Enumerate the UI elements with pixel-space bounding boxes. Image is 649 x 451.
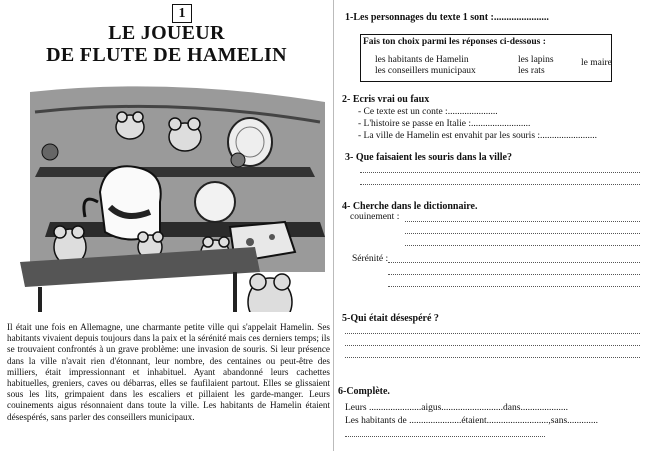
q6-sentence-2: Les habitants de ......................étaient..........................,sans.............: [345, 416, 599, 426]
question-1: 1-Les personnages du texte 1 sont :......................: [345, 12, 549, 23]
text-number-box: 1: [172, 4, 192, 23]
q2-item-a: - Ce texte est un conte :.....................: [358, 107, 498, 117]
question-4: 4- Cherche dans le dictionnaire.: [342, 201, 478, 212]
q6-answer-line[interactable]: [345, 436, 545, 437]
story-title-line-1: LE JOUEUR: [108, 22, 225, 44]
q5-answer-line-1[interactable]: [345, 333, 640, 334]
q4-word-couinement: couinement :: [350, 212, 400, 222]
q4-couinement-line-1[interactable]: [405, 221, 640, 222]
question-3: 3- Que faisaient les souris dans la ville?: [345, 152, 512, 163]
story-paragraph: Il était une fois en Allemagne, une charmante petite ville qui s'appelait Hamelin. Ses habitants vivaient depuis toujours dans la paix et la sérénité mais ces derniers temps; ils se trouvaient confrontés à un grave problème: une invasion de souris. Si leur présence dans la ville n'avait rien d'étonnant, leur nombre, des centaines ou peut-être des milliers, était impressionnant et inhabituel. Ayant abandonné leurs cachettes habituelles, greniers, caves ou débarras, elles se faufilaient partout. Elles se glissaient sous les lits, grimpaient dans les escaliers et pillaient les garde-manger. Leurs couinements aigus résonnaient dans toute la ville. Les habitants de Hamelin étaient désespérés, sans parler des conseillers municipaux.: [7, 322, 330, 422]
story-title-line-2: DE FLUTE DE HAMELIN: [46, 44, 287, 66]
q1-option-3: les lapins: [518, 55, 554, 65]
q2-item-b: - L'histoire se passe en Italie :.........................: [358, 119, 531, 129]
q1-option-4: les rats: [518, 66, 545, 76]
q4-serenite-line-1[interactable]: [388, 262, 640, 263]
q5-answer-line-2[interactable]: [345, 345, 640, 346]
q1-option-2: les conseillers municipaux: [375, 66, 476, 76]
q6-sentence-1: Leurs ......................aigus..........................dans....................: [345, 403, 568, 413]
q5-answer-line-3[interactable]: [345, 357, 640, 358]
q1-box-title: Fais ton choix parmi les réponses ci-dessous :: [363, 37, 546, 47]
q2-item-c: - La ville de Hamelin est envahit par les souris :........................: [358, 131, 598, 141]
q4-couinement-line-3[interactable]: [405, 245, 640, 246]
q3-answer-line-1[interactable]: [360, 172, 640, 173]
question-5: 5-Qui était désespéré ?: [342, 313, 439, 324]
q4-serenite-line-3[interactable]: [388, 286, 640, 287]
question-6: 6-Complète.: [338, 386, 390, 397]
q4-serenite-line-2[interactable]: [388, 274, 640, 275]
q4-word-serenite: Sérénité :: [352, 254, 389, 264]
q3-answer-line-2[interactable]: [360, 184, 640, 185]
q4-couinement-line-2[interactable]: [405, 233, 640, 234]
mice-kitchen-illustration: [10, 72, 330, 312]
q1-option-1: les habitants de Hamelin: [375, 55, 469, 65]
question-2: 2- Ecris vrai ou faux: [342, 94, 430, 105]
q1-option-5: le maire: [581, 58, 612, 68]
